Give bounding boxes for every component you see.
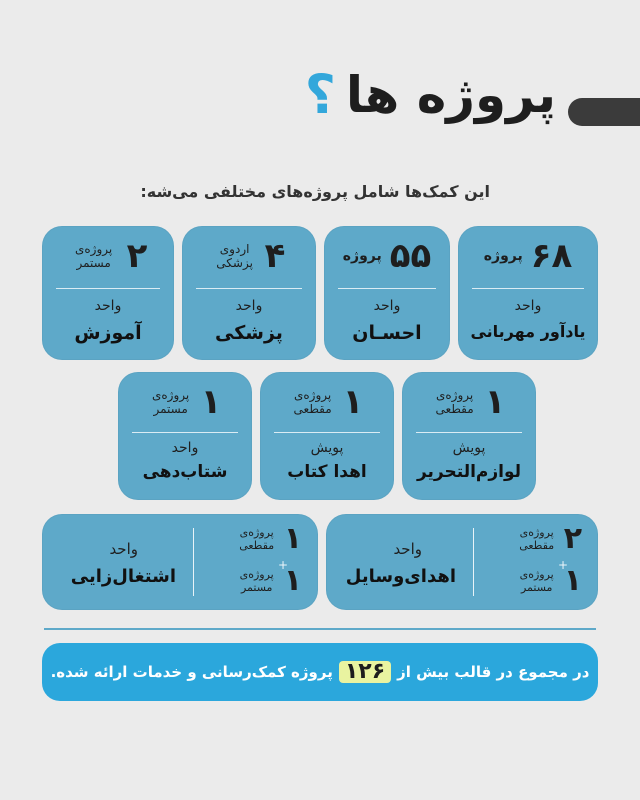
card-divider	[132, 432, 238, 433]
card-unit-name: لوازم‌التحریر	[416, 462, 522, 482]
card-yadavar	[458, 226, 598, 360]
card-unit-label: واحد	[109, 540, 138, 558]
page-title: پروژه ها	[345, 66, 556, 124]
plus-icon: +	[557, 558, 568, 572]
card-pezeshki	[182, 226, 316, 360]
card-tag: پروژه	[342, 247, 382, 264]
card-divider	[274, 432, 380, 433]
card-amoozesh	[42, 226, 174, 360]
card-unit-name: پزشکی	[215, 322, 283, 344]
card-unit-label: پویش	[310, 440, 344, 456]
card-unit-name: آموزش	[74, 322, 142, 344]
card-unit-name: اشتغال‌زایی	[70, 566, 176, 587]
banner-text-start: در مجموع در قالب بیش از	[397, 663, 590, 681]
card-tag: پروژه‌ی مقطعی	[239, 525, 275, 552]
card-count: ۲	[126, 236, 148, 276]
card-ehsan	[324, 226, 450, 360]
subtitle: این کمک‌ها شامل پروژه‌های مختلفی می‌شه:	[140, 182, 490, 201]
card-unit-label: واحد	[514, 298, 542, 314]
card-tag: پروژه‌ی مقطعی	[435, 387, 474, 416]
card-unit-label: واحد	[373, 298, 401, 314]
card-unit-label: پویش	[452, 440, 486, 456]
header-accent-bar	[568, 98, 640, 126]
card-count: ۱	[200, 382, 222, 422]
card-count: ۶۸	[530, 236, 573, 276]
card-tag: پروژه‌ی مستمر	[239, 567, 274, 594]
card-shetabdehi	[118, 372, 252, 500]
divider-line	[44, 628, 596, 630]
card-tag: پروژه‌ی مستمر	[75, 241, 113, 270]
card-tag: پروژه‌ی مستمر	[152, 387, 190, 416]
card-tag: پروژه‌ی مقطعی	[519, 525, 555, 552]
plus-icon: +	[277, 558, 288, 572]
card-ketab	[260, 372, 394, 500]
card-tag: اردوی پزشکی	[216, 241, 253, 270]
card-divider	[56, 288, 160, 289]
summary-banner	[42, 643, 598, 701]
card-count: ۴	[264, 236, 286, 276]
card-count: ۱	[484, 382, 506, 422]
card-count: ۲	[563, 521, 582, 556]
card-unit-label: واحد	[393, 540, 422, 558]
card-unit-name: شتاب‌دهی	[142, 462, 228, 482]
card-unit-name: اهدای‌وسایل	[345, 566, 456, 587]
card-eshteghalzayi	[42, 514, 318, 610]
card-unit-label: واحد	[94, 298, 122, 314]
card-count: ۱	[283, 563, 302, 598]
card-divider	[193, 528, 194, 596]
card-tag: پروژه‌ی مستمر	[519, 567, 554, 594]
card-divider	[473, 528, 474, 596]
card-unit-label: واحد	[171, 440, 199, 456]
card-unit-label: واحد	[235, 298, 263, 314]
header	[304, 63, 556, 126]
card-divider	[338, 288, 436, 289]
banner-total-highlight: ۱۲۶	[339, 661, 391, 683]
card-tag: پروژه‌ی مقطعی	[293, 387, 332, 416]
card-divider	[416, 432, 522, 433]
card-count: ۱	[563, 563, 582, 598]
card-ehdaye-vasayel	[326, 514, 598, 610]
card-unit-name: یادآور مهربانی	[470, 322, 586, 341]
card-lavazem	[402, 372, 536, 500]
card-count: ۵۵	[389, 236, 432, 276]
question-mark-icon: ؟	[304, 63, 336, 126]
card-tag: پروژه	[483, 247, 523, 264]
card-unit-name: احسـان	[352, 322, 422, 344]
card-count: ۱	[283, 521, 302, 556]
banner-text-end: پروژه کمک‌رسانی و خدمات ارائه شده.	[50, 663, 333, 681]
card-unit-name: اهدا کتاب	[287, 462, 367, 482]
card-count: ۱	[342, 382, 364, 422]
card-divider	[196, 288, 302, 289]
card-divider	[472, 288, 584, 289]
